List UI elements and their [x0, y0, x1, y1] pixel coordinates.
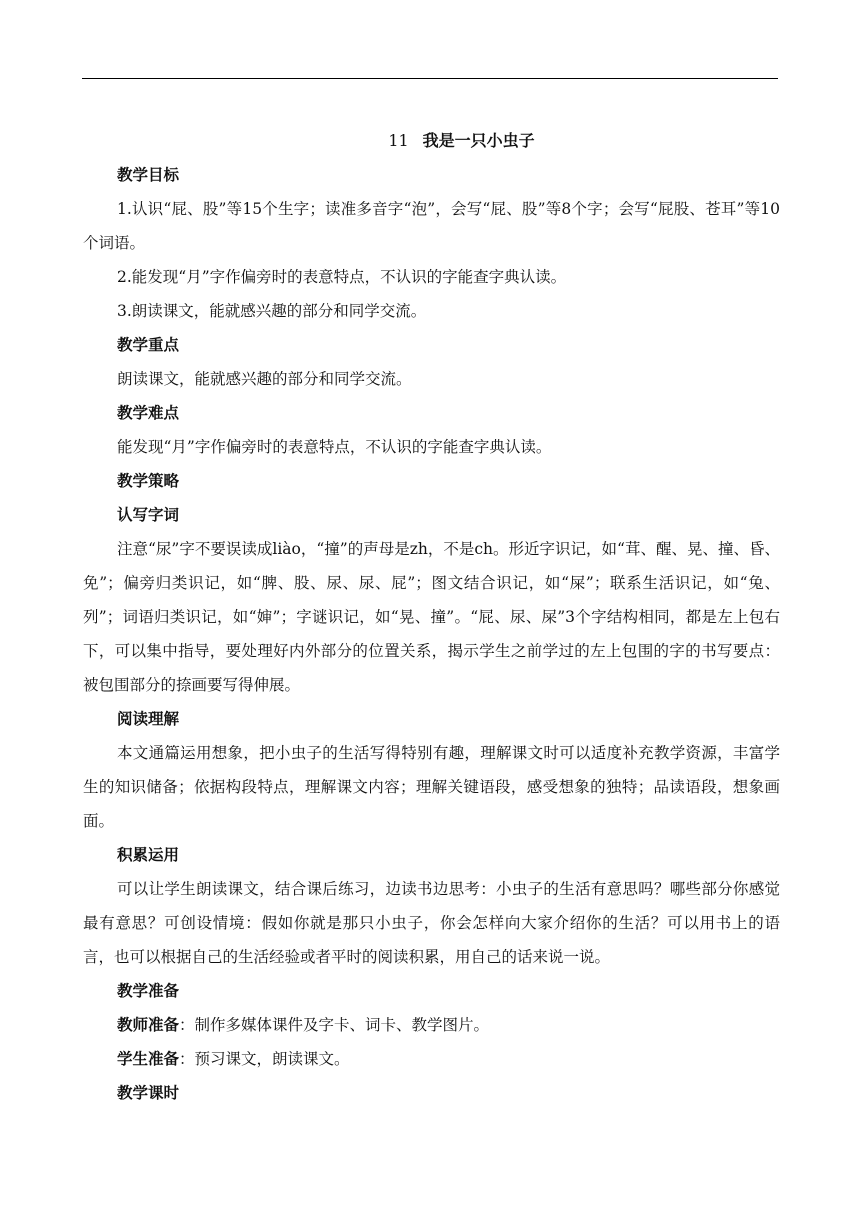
student-prep — [83, 1042, 780, 1076]
section-application — [83, 838, 780, 974]
lesson-title-text: 我是一只小虫子 — [422, 131, 535, 150]
lesson-title — [83, 126, 780, 158]
section-heading: 教学目标 — [117, 166, 180, 184]
lesson-number: 11 — [388, 131, 409, 150]
section-heading: 教学难点 — [117, 404, 180, 422]
section-key-points — [83, 328, 780, 396]
goal-item: 2.能发现“月”字作偏旁时的表意特点，不认识的字能查字典认读。 — [117, 268, 567, 286]
section-periods — [83, 1076, 780, 1110]
section-difficulties — [83, 396, 780, 464]
student-prep-text: ：预习课文，朗读课文。 — [179, 1050, 350, 1068]
section-preparation — [83, 974, 780, 1076]
section-heading: 教学准备 — [117, 982, 180, 1000]
paragraph: 本文通篇运用想象，把小虫子的生活写得特别有趣，理解课文时可以适度补充教学资源，丰富学生的知识储备；依据构段特点，理解课文内容；理解关键语段，感受想象的独特；品读语段，想象画面。 — [83, 744, 780, 830]
document-body — [83, 126, 780, 1110]
teacher-prep-text: ：制作多媒体课件及字卡、词卡、教学图片。 — [179, 1016, 490, 1034]
section-heading: 阅读理解 — [117, 710, 180, 728]
section-heading: 教学策略 — [117, 472, 180, 490]
section-reading — [83, 702, 780, 838]
paragraph: 能发现“月”字作偏旁时的表意特点，不认识的字能查字典认读。 — [117, 438, 552, 456]
teacher-prep-label: 教师准备 — [117, 1016, 180, 1034]
teacher-prep — [83, 1008, 780, 1042]
paragraph: 注意“尿”字不要误读成liào，“撞”的声母是zh，不是ch。形近字识记，如“茸、醒、晃、撞、昏、免”；偏旁归类识记，如“脾、股、尿、尿、屁”；图文结合识记，如“屎”；联系生活识记，如“兔、列”；词语归类识记，如“婶”；字谜识记，如“晃、撞”。“屁、尿、屎”3个字结构相同，都是左上包右下，可以集中指导，要处理好内外部分的位置关系，揭示学生之前学过的左上包围的字的书写要点：被包围部分的捺画要写得伸展。 — [83, 540, 780, 694]
section-goals — [83, 158, 780, 328]
section-characters — [83, 498, 780, 702]
section-heading: 教学重点 — [117, 336, 180, 354]
section-heading: 认写字词 — [117, 506, 180, 524]
paragraph: 可以让学生朗读课文，结合课后练习，边读书边思考：小虫子的生活有意思吗？哪些部分你感觉最有意思？可创设情境：假如你就是那只小虫子，你会怎样向大家介绍你的生活？可以用书上的语言，也可以根据自己的生活经验或者平时的阅读积累，用自己的话来说一说。 — [83, 880, 780, 966]
goal-item: 1.认识“屁、股”等15个生字；读准多音字“泡”，会写“屁、股”等8个字；会写“屁股、苍耳”等10个词语。 — [83, 200, 780, 252]
student-prep-label: 学生准备 — [117, 1050, 180, 1068]
section-strategy — [83, 464, 780, 498]
goal-item: 3.朗读课文，能就感兴趣的部分和同学交流。 — [117, 302, 427, 320]
header-rule — [82, 78, 778, 79]
paragraph: 朗读课文，能就感兴趣的部分和同学交流。 — [117, 370, 412, 388]
section-heading: 教学课时 — [117, 1084, 180, 1102]
section-heading: 积累运用 — [117, 846, 180, 864]
